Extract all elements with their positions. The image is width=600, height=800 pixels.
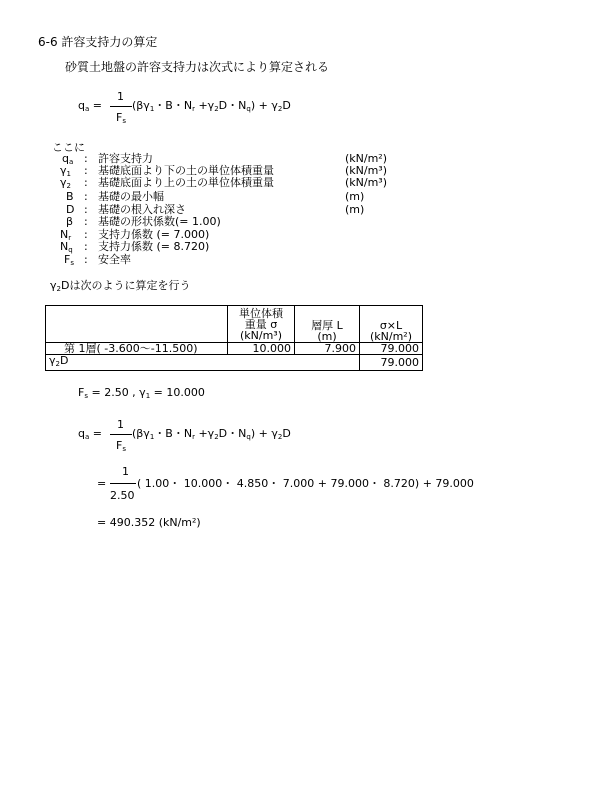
table-header-cell: σ×L (kN/m²)	[360, 306, 423, 343]
def-desc: 基礎底面より上の土の単位体積重量	[98, 176, 274, 189]
intro-text: 砂質土地盤の許容支持力は次式により算定される	[65, 60, 330, 74]
def-colon: :	[84, 228, 88, 241]
table-cell: 10.000	[228, 343, 295, 355]
def-symbol-beta: β	[66, 215, 74, 228]
formula-1-numerator: 1	[117, 90, 124, 103]
def-colon: :	[84, 203, 88, 216]
table-header-cell	[46, 306, 228, 343]
def-desc: 基礎の形状係数(= 1.00)	[98, 215, 221, 228]
formula-2-rhs: ($\beta\gamma_1$・B・$N_r +\gamma_2D$・$N_q) + \gamma_2D$	[132, 427, 291, 441]
table-cell: $\gamma_2D$	[46, 355, 360, 371]
def-symbol-gamma2: $\gamma_2$	[60, 176, 71, 190]
params-line: $F_s = 2.50$ , $\gamma_1 = 10.000$	[78, 386, 205, 400]
def-unit: (m)	[345, 203, 365, 216]
def-colon: :	[84, 176, 88, 189]
result-line: = 490.352 (kN/m²)	[97, 516, 201, 529]
table-row	[46, 343, 423, 355]
def-desc: 基礎底面より下の土の単位体積重量	[98, 164, 274, 177]
table-cell: 7.900	[295, 343, 360, 355]
formula-2-fraction-bar	[110, 434, 132, 435]
def-unit: (m)	[345, 190, 365, 203]
def-colon: :	[84, 215, 88, 228]
section-title: 6-6 許容支持力の算定	[38, 35, 158, 49]
def-colon: :	[84, 152, 88, 165]
def-desc: 安全率	[98, 253, 131, 266]
substitution-denominator: 2.50	[110, 489, 135, 502]
def-symbol-nq: $N_q$	[60, 240, 73, 254]
formula-2-numerator: 1	[117, 418, 124, 431]
table-cell: 第 1層( -3.600〜-11.500)	[46, 343, 228, 355]
substitution-equals: =	[97, 477, 107, 490]
table-row	[46, 355, 423, 371]
def-symbol-qa: $q_a$	[62, 152, 74, 166]
substitution-fraction-bar	[110, 483, 136, 484]
def-desc: 許容支持力	[98, 152, 153, 165]
formula-2-denominator: $F_s$	[116, 439, 126, 453]
formula-1-rhs: ($\beta\gamma_1$・B・$N_r +\gamma_2D$・$N_q) + \gamma_2D$	[132, 99, 291, 113]
table-header-row	[46, 306, 423, 343]
def-symbol-fs: $F_s$	[64, 253, 74, 267]
table-header-cell: 単位体積 重量 σ (kN/m³)	[228, 306, 295, 343]
formula-1-denominator: $F_s$	[116, 111, 126, 125]
table-cell: 79.000	[360, 355, 423, 371]
def-colon: :	[84, 240, 88, 253]
def-desc: 基礎の根入れ深さ	[98, 203, 186, 216]
def-symbol-b: B	[66, 190, 74, 203]
formula-2-lhs: $q_a$ =	[78, 427, 102, 441]
formula-1-fraction-bar	[110, 106, 132, 107]
def-symbol-nr: $N_r$	[60, 228, 72, 242]
def-colon: :	[84, 253, 88, 266]
substitution-numerator: 1	[122, 465, 129, 478]
def-colon: :	[84, 190, 88, 203]
table-cell: 79.000	[360, 343, 423, 355]
gamma2d-note: $\gamma_2D$は次のように算定を行う	[50, 279, 191, 293]
def-colon: :	[84, 164, 88, 177]
def-unit: (kN/m³)	[345, 176, 388, 189]
def-unit: (kN/m³)	[345, 164, 388, 177]
def-desc: 支持力係数 (= 7.000)	[98, 228, 210, 241]
def-desc: 基礎の最小幅	[98, 190, 164, 203]
def-unit: (kN/m²)	[345, 152, 388, 165]
formula-1-lhs: $q_a$ =	[78, 99, 102, 113]
gamma2d-table	[45, 305, 423, 371]
substitution-body: ( 1.00・ 10.000・ 4.850・ 7.000 + 79.000・ 8.720) + 79.000	[137, 477, 474, 490]
table-header-cell: 層厚 L (m)	[295, 306, 360, 343]
where-label: ここに	[52, 141, 85, 154]
def-desc: 支持力係数 (= 8.720)	[98, 240, 210, 253]
def-symbol-gamma1: $\gamma_1$	[60, 164, 71, 178]
def-symbol-d: D	[66, 203, 75, 216]
